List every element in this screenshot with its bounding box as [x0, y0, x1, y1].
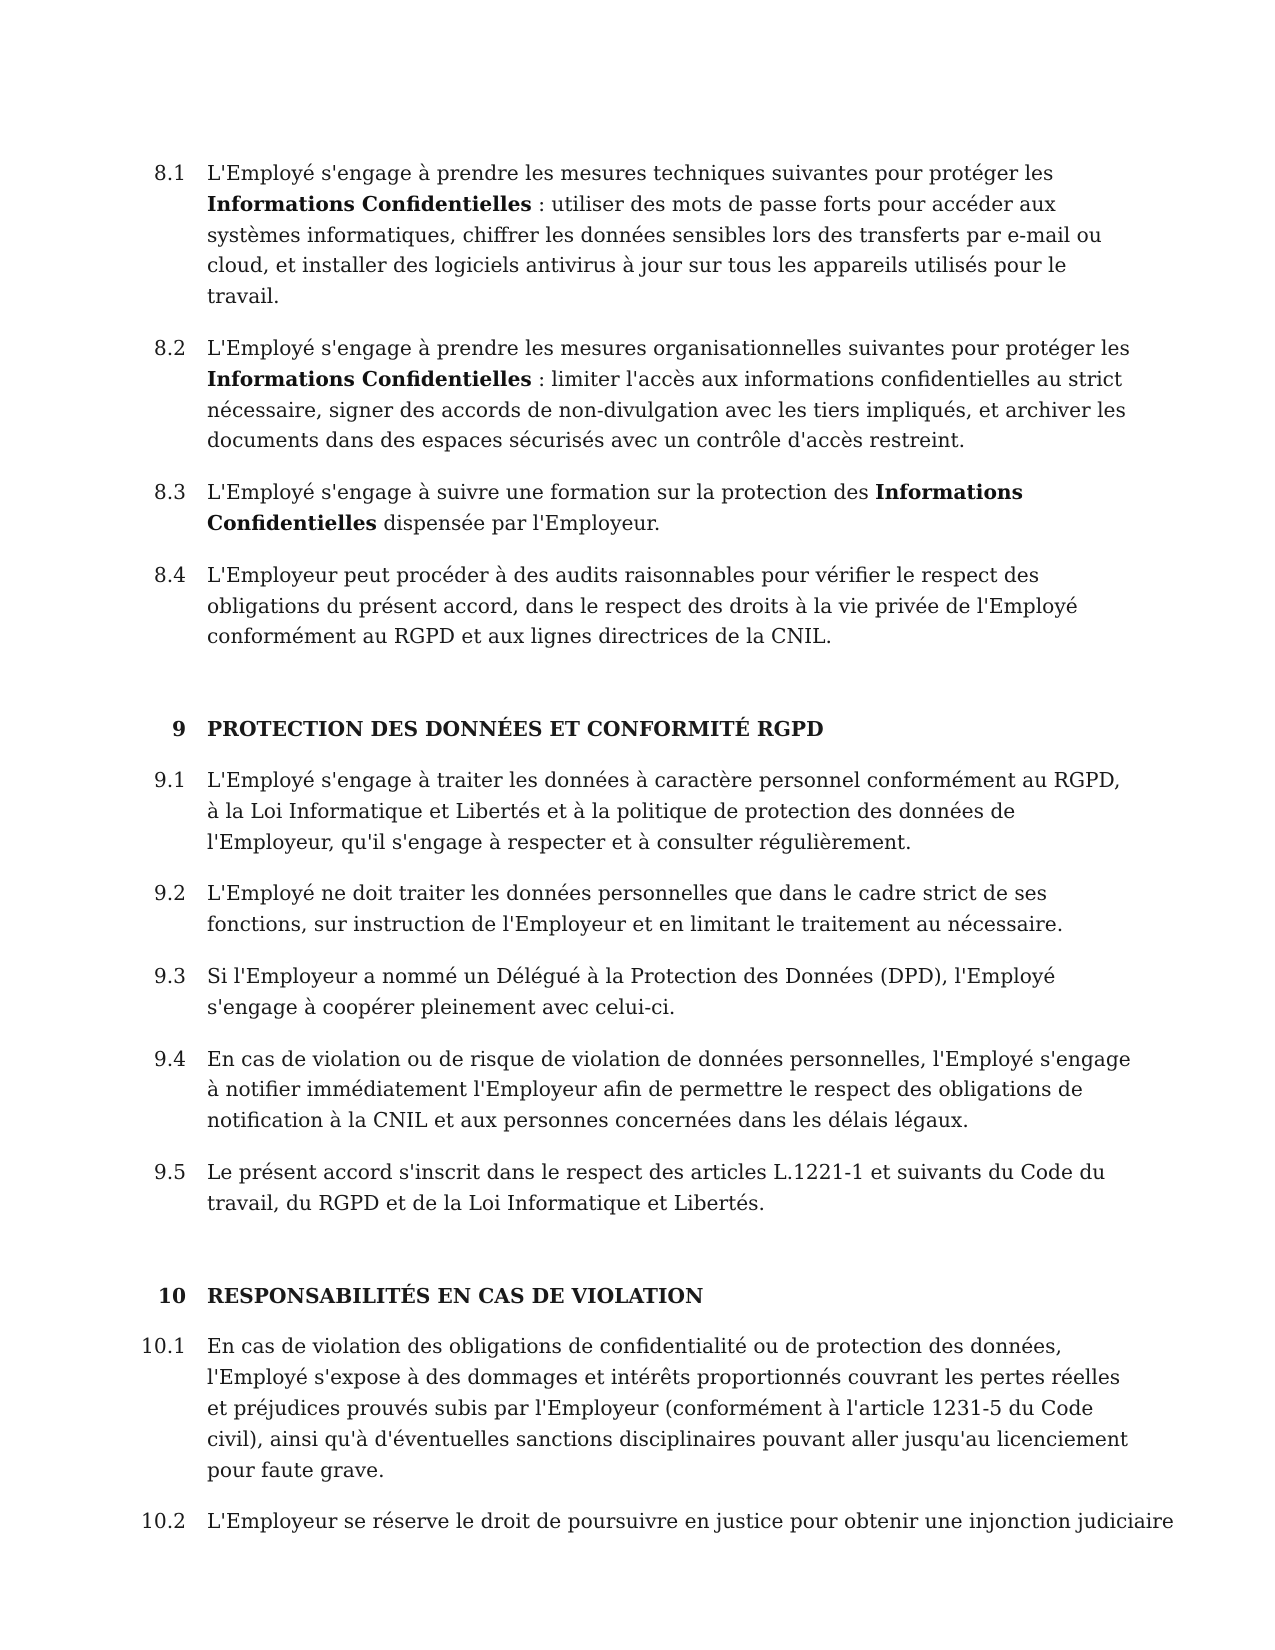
section-heading-9 — [0, 714, 1275, 745]
bold-term: Informations Confidentielles — [207, 366, 532, 391]
document-page — [0, 158, 1275, 1537]
clause-8-4 — [0, 560, 1275, 652]
clause-number: 8.1 — [153, 161, 186, 185]
section-title: PROTECTION DES DONNÉES ET CONFORMITÉ RGPD — [207, 717, 824, 742]
clause-number: 8.3 — [153, 480, 186, 505]
clause-number: 10.1 — [141, 1334, 186, 1359]
clause-text-part: : limiter l'accès aux informations confidentielles au strict nécessaire, signer des accords de non-divulgation avec les tiers impliqués, et archiver les documents dans des espaces sécurisés avec un contrôle d'accès restreint. — [207, 366, 1126, 453]
clause-text: En cas de violation ou de risque de violation de données personnelles, l'Employé s'engage à notifier immédiatement l'Employeur afin de permettre le respect des obligations de notification à la CNIL et aux personnes concernées dans les délais légaux. — [207, 1046, 1131, 1133]
section-title: RESPONSABILITÉS EN CAS DE VIOLATION — [207, 1283, 704, 1308]
clause-text-part: L'Employé s'engage à suivre une formation sur la protection des — [207, 480, 876, 505]
clause-9-1 — [0, 765, 1275, 857]
section-number: 10 — [157, 1283, 186, 1308]
clause-8-3 — [0, 477, 1275, 539]
clause-number: 9.5 — [153, 1159, 186, 1184]
clause-text: L'Employeur peut procéder à des audits raisonnables pour vérifier le respect des obligations du présent accord, dans le respect des droits à la vie privée de l'Employé conformément au RGPD et aux lignes directrices de la CNIL. — [207, 562, 1078, 649]
clause-number: 8.4 — [153, 562, 186, 587]
section-heading-10 — [0, 1281, 1275, 1312]
clause-number: 10.2 — [141, 1509, 186, 1534]
clause-text: L'Employeur se réserve le droit de poursuivre en justice pour obtenir une injonction judiciaire — [207, 1509, 1174, 1534]
clause-text-part: : utiliser des mots de passe forts pour accéder aux systèmes informatiques, chiffrer les données sensibles lors des transferts par e-mail ou cloud, et installer des logiciels antivirus à jour sur tous les appareils utilisés pour le travail. — [207, 191, 1102, 309]
clause-text — [207, 158, 1137, 312]
clause-text-part: L'Employé s'engage à prendre les mesures techniques suivantes pour protéger les — [207, 161, 1054, 185]
clause-text — [207, 477, 1137, 539]
clause-9-5 — [0, 1157, 1275, 1219]
clause-10-2 — [0, 1506, 1275, 1537]
clause-9-2 — [0, 878, 1275, 940]
bold-term: Informations Confidentielles — [207, 191, 532, 216]
clause-number: 9.3 — [153, 963, 186, 988]
clause-number: 9.4 — [153, 1046, 186, 1071]
clause-8-2 — [0, 333, 1275, 456]
clause-9-3 — [0, 961, 1275, 1023]
clause-text-part: dispensée par l'Employeur. — [376, 510, 661, 535]
clause-9-4 — [0, 1044, 1275, 1136]
clause-text-part: L'Employé s'engage à prendre les mesures organisationnelles suivantes pour protéger les — [207, 335, 1130, 360]
section-number: 9 — [171, 717, 186, 742]
clause-number: 8.2 — [153, 335, 186, 360]
clause-text: En cas de violation des obligations de confidentialité ou de protection des données, l'Employé s'expose à des dommages et intérêts proportionnés couvrant les pertes réelles et préjudices prouvés subis par l'Employeur (conformément à l'article 1231-5 du Code civil), ainsi qu'à d'éventuelles sanctions disciplinaires pouvant aller jusqu'au licenciement pour faute grave. — [207, 1334, 1128, 1482]
clause-number: 9.1 — [153, 767, 186, 792]
clause-10-1 — [0, 1331, 1275, 1485]
clause-text — [207, 333, 1137, 456]
clause-text: Le présent accord s'inscrit dans le respect des articles L.1221-1 et suivants du Code du travail, du RGPD et de la Loi Informatique et Libertés. — [207, 1159, 1106, 1215]
clause-number: 9.2 — [153, 881, 186, 906]
clause-text: L'Employé ne doit traiter les données personnelles que dans le cadre strict de ses fonctions, sur instruction de l'Employeur et en limitant le traitement au nécessaire. — [207, 881, 1064, 937]
clause-text: Si l'Employeur a nommé un Délégué à la Protection des Données (DPD), l'Employé s'engage à coopérer pleinement avec celui-ci. — [207, 963, 1056, 1019]
clause-text: L'Employé s'engage à traiter les données à caractère personnel conformément au RGPD, à la Loi Informatique et Libertés et à la politique de protection des données de l'Employeur, qu'il s'engage à respecter et à consulter régulièrement. — [207, 767, 1121, 854]
clause-8-1 — [0, 158, 1275, 312]
bold-term: Informations Confidentielles — [207, 480, 1023, 535]
